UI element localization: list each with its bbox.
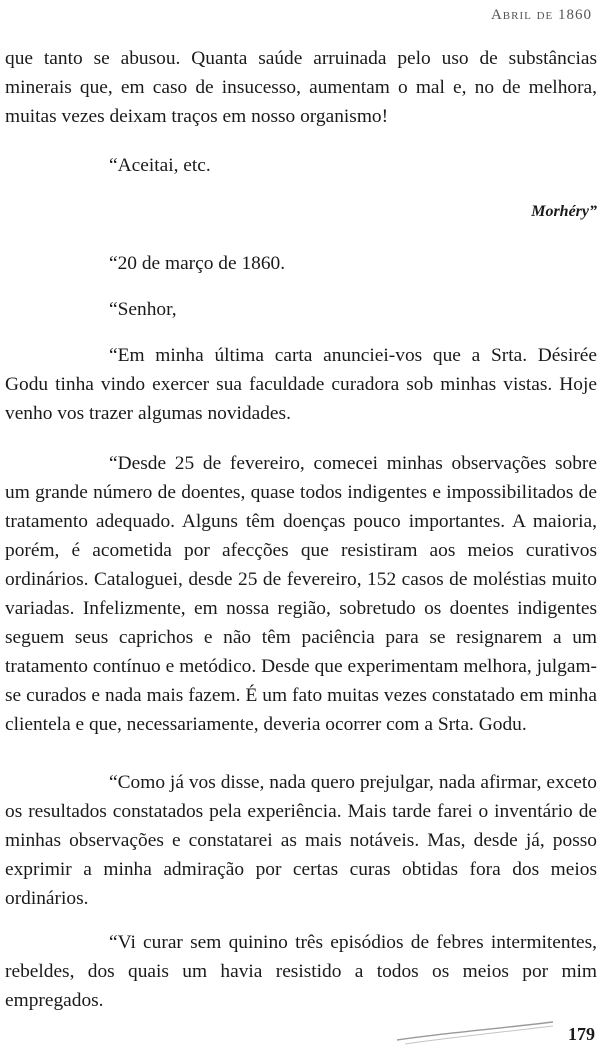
page-number: 179 <box>568 1024 595 1044</box>
signature: Morhéry” <box>531 203 597 220</box>
paragraph-fevers: “Vi curar sem quinino três episódios de febres intermitentes, rebeldes, dos quais um havia resistido a todos os meios por mim empregados. <box>5 932 597 1011</box>
paragraph-salutation: “Senhor, <box>109 299 177 320</box>
paragraph-date: “20 de março de 1860. <box>109 253 286 274</box>
paragraph-observations: “Desde 25 de fevereiro, comecei minhas observações sobre um grande número de doentes, quase todos indigentes e impossibilitados de tratamento adequado. Alguns têm doenças pouco importantes. A maioria, porém, é acometida por afecções que resistiram aos meios curativos ordinários. Cataloguei, desde 25 de fevereiro, 152 casos de moléstias muito variadas. Infelizmente, em nossa região, sobretudo os doentes indigentes seguem seus caprichos e não têm paciência para se resignarem a um tratamento contínuo e metódico. Desde que experimentam melhora, julgam-se curados e nada mais fazem. É um fato muitas vezes constatado em minha clientela e que, necessariamente, deveria ocorrer com a Srta. Godu. <box>5 453 597 735</box>
running-header: Abril de 1860 <box>490 7 592 23</box>
paragraph-last-letter: “Em minha última carta anunciei-vos que a Srta. Désirée Godu tinha vindo exercer sua faculdade curadora sob minhas vistas. Hoje venho vos trazer algumas novidades. <box>5 345 597 424</box>
paragraph-continuation: que tanto se abusou. Quanta saúde arruinada pelo uso de substâncias minerais que, em caso de insucesso, aumentam o mal e, no de melhora, muitas vezes deixam traços em nosso organismo! <box>5 48 597 127</box>
paragraph-prejudge: “Como já vos disse, nada quero prejulgar, nada afirmar, exceto os resultados constatados pela experiência. Mais tarde farei o inventário de minhas observações e constatarei as mais notáveis. Mas, desde já, posso exprimir a minha admiração por certas curas obtidas fora dos meios ordinários. <box>5 772 597 909</box>
paragraph-closing: “Aceitai, etc. <box>109 155 211 176</box>
footer-swoosh-ornament <box>395 1016 555 1046</box>
